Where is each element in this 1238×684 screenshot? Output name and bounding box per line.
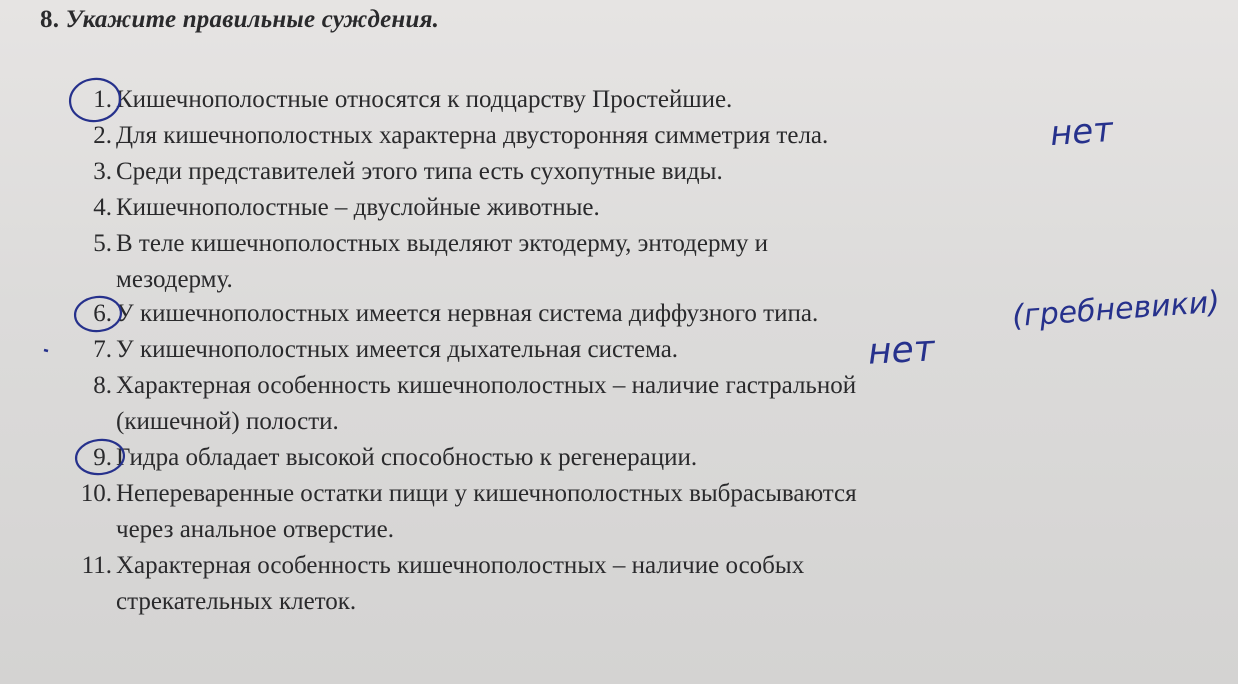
statement-6 bbox=[68, 296, 818, 332]
statement-text: Характерная особенность кишечнополостных – наличие гастральной bbox=[116, 372, 857, 399]
statement-9 bbox=[68, 440, 697, 476]
question-heading bbox=[40, 6, 439, 34]
statement-text-continued: стрекательных клеток. bbox=[116, 588, 357, 615]
statement-text-continued: через анальное отверстие. bbox=[116, 516, 394, 543]
statement-text: Для кишечнополостных характерна двусторонняя симметрия тела. bbox=[116, 122, 829, 149]
statement-text: У кишечнополостных имеется нервная система диффузного типа. bbox=[116, 300, 819, 327]
statement-text: Кишечнополостные – двуслойные животные. bbox=[116, 194, 600, 221]
handwritten-note-statement-7: нет bbox=[866, 328, 936, 373]
statement-text: Среди представителей этого типа есть сухопутные виды. bbox=[116, 158, 723, 185]
statement-5 bbox=[68, 226, 768, 298]
statement-text: Кишечнополостные относятся к подцарству Простейшие. bbox=[116, 86, 733, 113]
statement-number: 11. bbox=[81, 552, 112, 579]
question-number: 8. bbox=[40, 6, 60, 33]
statement-11 bbox=[68, 548, 804, 620]
statement-number: 5. bbox=[93, 230, 112, 257]
statement-7 bbox=[68, 332, 678, 368]
statement-1 bbox=[68, 82, 732, 118]
ink-dot bbox=[44, 350, 48, 351]
statement-text: Непереваренные остатки пищи у кишечнополостных выбрасываются bbox=[116, 480, 857, 507]
statement-3 bbox=[68, 154, 723, 190]
statement-number: 3. bbox=[93, 158, 112, 185]
statement-text: У кишечнополостных имеется дыхательная система. bbox=[116, 336, 679, 363]
statement-text: Гидра обладает высокой способностью к регенерации. bbox=[116, 444, 698, 471]
statement-10 bbox=[68, 476, 857, 548]
statement-text: В теле кишечнополостных выделяют эктодерму, энтодерму и bbox=[116, 230, 769, 257]
handwritten-note-statement-2: нет bbox=[1048, 109, 1115, 155]
statement-number: 4. bbox=[93, 194, 112, 221]
statement-8 bbox=[68, 368, 856, 440]
question-title: Укажите правильные суждения. bbox=[65, 6, 440, 33]
handwritten-note-statement-6: (гребневики) bbox=[1011, 284, 1222, 335]
statement-4 bbox=[68, 190, 600, 226]
statement-number: 6. bbox=[93, 300, 112, 327]
statement-text-continued: (кишечной) полости. bbox=[116, 408, 339, 435]
statement-number: 10. bbox=[80, 480, 112, 507]
statement-number: 8. bbox=[93, 372, 112, 399]
statement-number: 7. bbox=[93, 336, 112, 363]
statement-2 bbox=[68, 118, 828, 154]
statement-number: 9. bbox=[93, 444, 112, 471]
statement-number: 1. bbox=[93, 86, 112, 113]
statement-number: 2. bbox=[93, 122, 112, 149]
statement-text-continued: мезодерму. bbox=[116, 266, 233, 293]
statement-text: Характерная особенность кишечнополостных – наличие особых bbox=[116, 552, 805, 579]
